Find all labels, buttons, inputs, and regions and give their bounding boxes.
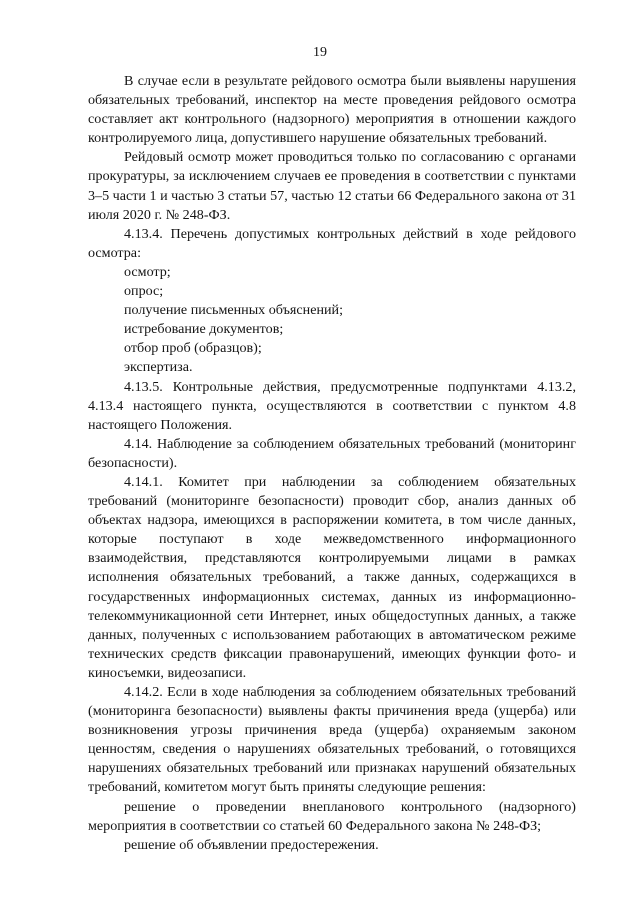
paragraph-4-14-1: 4.14.1. Комитет при наблюдении за соблюдением обязательных требований (мониторинге безопасности) проводит сбор, анализ данных об объектах надзора, имеющихся в распоряжении комитета, в том числе данных, которые поступают в ходе межведомственного информационного взаимодействия, представляются контролируемыми лицами в рамках исполнения обязательных требований, а также данных, содержащихся в государственных информационных системах, данных из информационно-телекоммуникационной сети Интернет, иных общедоступных данных, а также данных, полученных с использованием работающих в автоматическом режиме технических средств фиксации правонарушений, имеющих функции фото- и киносъемки, видеозаписи. xyxy=(88,473,576,681)
list-item: опрос; xyxy=(124,283,164,300)
list-item: отбор проб (образцов); xyxy=(124,340,262,357)
page-number: 19 xyxy=(313,45,327,60)
paragraph-decision-warning: решение об объявлении предостережения. xyxy=(124,836,379,853)
list-item: истребование документов; xyxy=(124,321,284,338)
paragraph-4-13-4: 4.13.4. Перечень допустимых контрольных действий в ходе рейдового осмотра: xyxy=(88,225,576,261)
list-item: получение письменных объяснений; xyxy=(124,302,343,319)
paragraph-4-14-2: 4.14.2. Если в ходе наблюдения за соблюдением обязательных требований (мониторинга безопасности) выявлены факты причинения вреда (ущерба) или возникновения угрозы причинения вреда (ущерба) охраняемым законом ценностям, сведения о нарушениях обязательных требований, о готовящихся нарушениях обязательных требований или признаках нарушений обязательных требований, комитетом могут быть приняты следующие решения: xyxy=(88,684,576,796)
paragraph-raid-violations: В случае если в результате рейдового осмотра были выявлены нарушения обязательных требований, инспектор на месте проведения рейдового осмотра составляет акт контрольного (надзорного) мероприятия в отношении каждого контролируемого лица, допустившего нарушение обязательных требований. xyxy=(88,73,576,147)
list-item: экспертиза. xyxy=(124,359,193,376)
paragraph-decision-unscheduled: решение о проведении внепланового контрольного (надзорного) мероприятия в соответствии со статьей 60 Федерального закона № 248-ФЗ; xyxy=(88,798,576,834)
document-body xyxy=(88,72,576,855)
list-item: осмотр; xyxy=(124,263,171,280)
paragraph-raid-prosecutor: Рейдовый осмотр может проводиться только по согласованию с органами прокуратуры, за исключением случаев ее проведения в соответствии с пунктами 3–5 части 1 и частью 3 статьи 57, частью 12 статьи 66 Федерального закона от 31 июля 2020 г. № 248-ФЗ. xyxy=(88,149,576,223)
paragraph-4-13-5: 4.13.5. Контрольные действия, предусмотренные подпунктами 4.13.2, 4.13.4 настоящего пункта, осуществляются в соответствии с пунктом 4.8 настоящего Положения. xyxy=(88,378,576,433)
paragraph-4-14: 4.14. Наблюдение за соблюдением обязательных требований (мониторинг безопасности). xyxy=(88,435,576,471)
